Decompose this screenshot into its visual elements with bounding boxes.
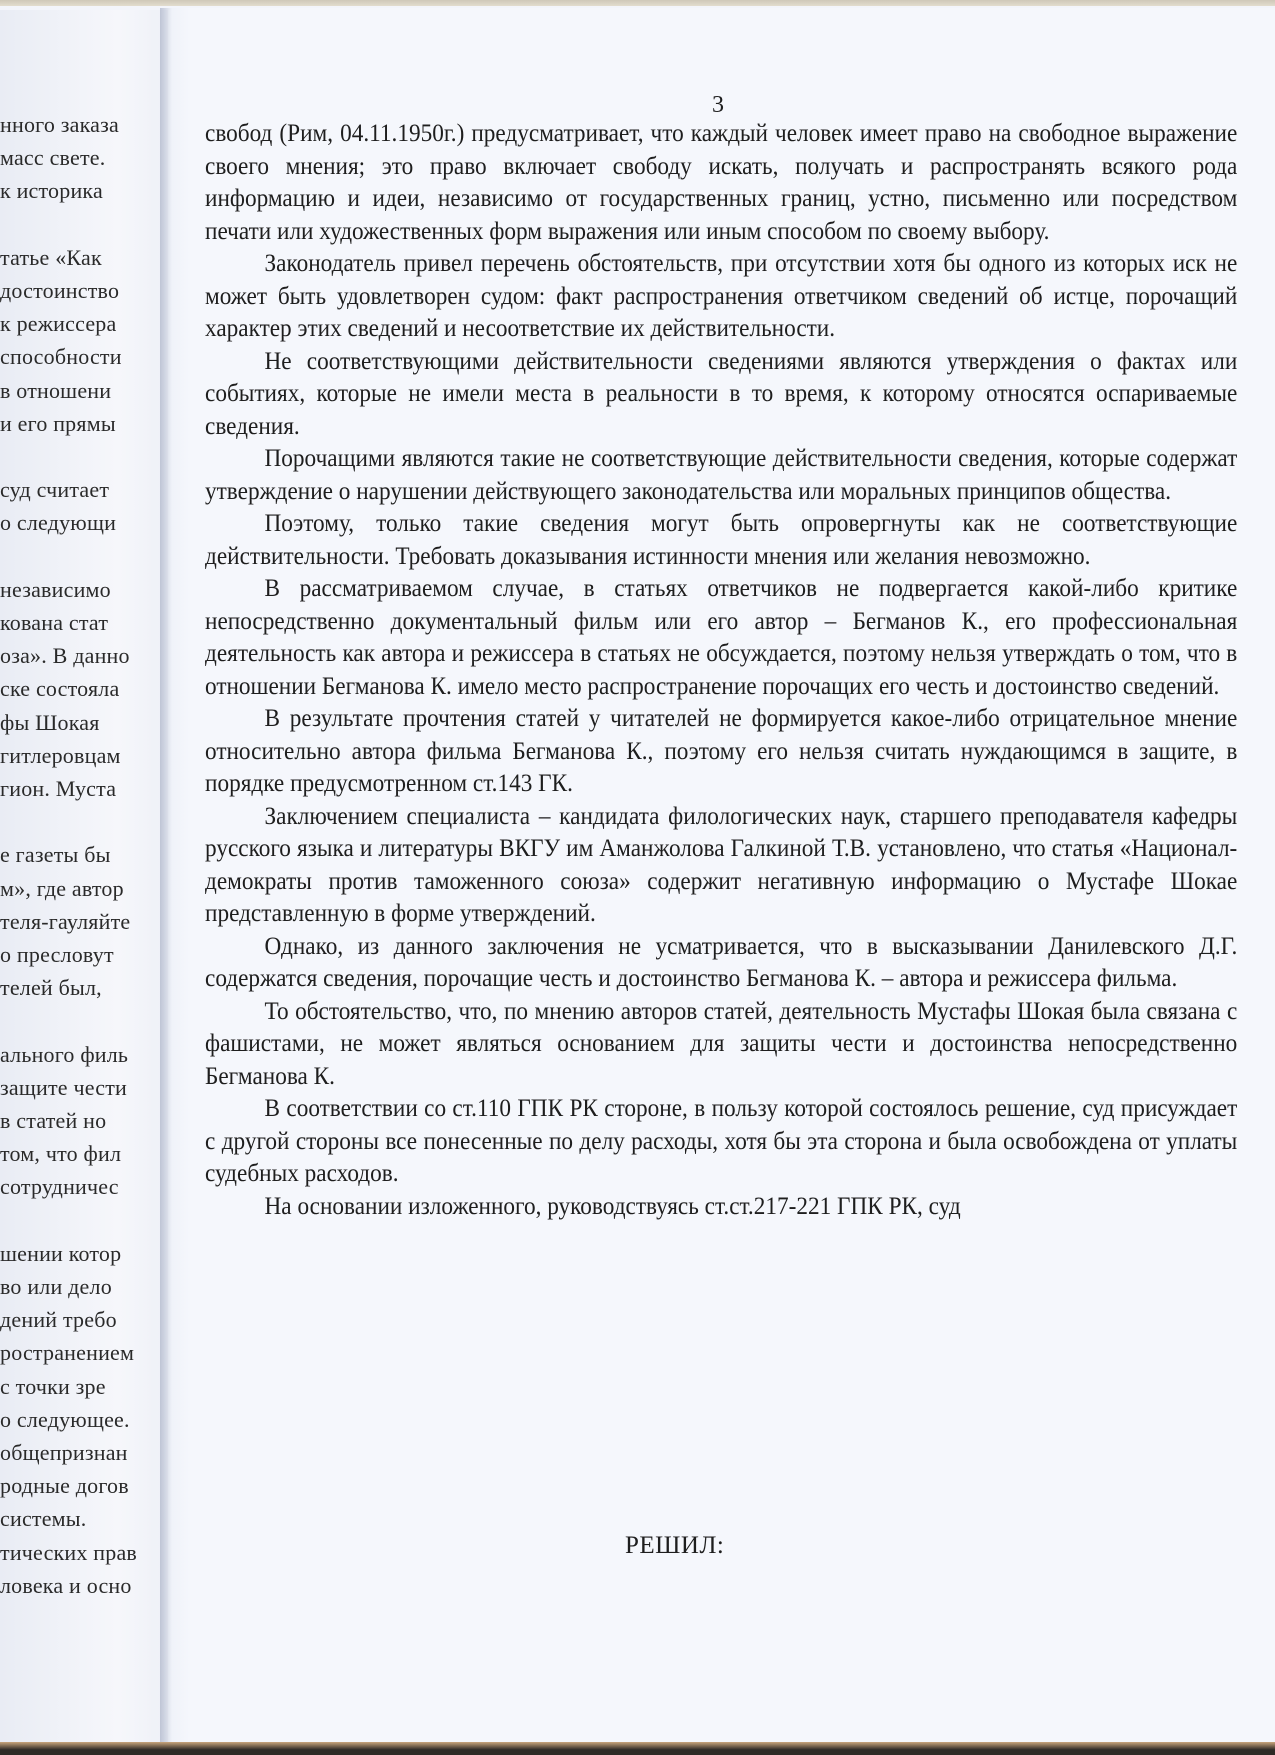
underlying-page-line: с точки зре: [0, 1373, 106, 1399]
underlying-page-line: в отношени: [0, 377, 112, 403]
underlying-page-line: ловека и осно: [0, 1572, 132, 1598]
underlying-page-line: ального филь: [0, 1041, 129, 1067]
underlying-page-line: родные догов: [0, 1473, 129, 1499]
underlying-page-line: о пресловут: [0, 942, 114, 967]
underlying-page-line: к режиссера: [0, 311, 117, 337]
underlying-page-line: теля-гауляйте: [0, 908, 131, 934]
underlying-page-line: оза». В данно: [0, 643, 130, 669]
underlying-page-line: о следующее.: [0, 1406, 130, 1432]
underlying-page-line: телей был,: [0, 975, 102, 1001]
underlying-page-line: м», где автор: [0, 875, 124, 901]
paragraph: Поэтому, только такие сведения могут быть опровергнуты как не соответствующие действительности. Требовать доказывания истинности мнения или желания невозможно.: [205, 510, 1238, 570]
paragraph: То обстоятельство, что, по мнению авторов статей, деятельность Мустафы Шокая была связана с фашистами, не может являться основанием для защиты чести и достоинства непосредственно Бегманова К.: [205, 997, 1238, 1090]
underlying-page-line: тических прав: [0, 1539, 138, 1565]
underlying-page-line: ространением: [0, 1340, 135, 1366]
underlying-page-line: е газеты бы: [0, 842, 111, 868]
underlying-page-line: сотрудничес: [0, 1174, 119, 1200]
paragraph: В результате прочтения статей у читателей не формируется какое-либо отрицательное мнение относительно автора фильма Бегманова К., поэтому его нельзя считать нуждающимся в защите, в порядке предусмотренном ст.143 ГК.: [205, 705, 1238, 797]
underlying-page-line: том, что фил: [0, 1141, 122, 1167]
underlying-page-line: независимо: [0, 576, 111, 602]
paragraph: Однако, из данного заключения не усматривается, что в высказывании Данилевского Д.Г. содержатся сведения, порочащие честь и достоинство Бегманова К. – автора и режиссера фильма.: [205, 932, 1238, 992]
page-number: 3: [712, 92, 724, 118]
scan-bottom-edge: [0, 1742, 1275, 1755]
paragraph: Заключением специалиста – кандидата филологических наук, старшего преподавателя кафедры русского языка и литературы ВКГУ им Аманжолова Галкиной Т.В. установлено, что статья «Национал-демократы против таможенного союза» содержит негативную информацию о Мустафе Шокае представленную в форме утверждений.: [205, 802, 1238, 927]
underlying-page-line: фы Шокая: [0, 709, 100, 735]
underlying-page-line: к историка: [0, 178, 103, 204]
underlying-page-line: шении котор: [0, 1240, 122, 1266]
underlying-page-line: гитлеровцам: [0, 742, 121, 768]
underlying-page-line: масс свете.: [0, 145, 106, 171]
paragraph: Не соответствующими действительности сведениями являются утверждения о фактах или событиях, которые не имели места в реальности в то время, к которому относятся оспариваемые сведения.: [205, 347, 1238, 440]
underlying-page-line: гион. Муста: [0, 776, 117, 801]
decision-heading: РЕШИЛ:: [625, 1532, 725, 1559]
underlying-page-line: во или дело: [0, 1274, 112, 1299]
underlying-page-line: суд считает: [0, 477, 110, 503]
underlying-page-line: и его прямы: [0, 410, 116, 436]
underlying-page-line: достоинство: [0, 278, 120, 303]
paragraph: свобод (Рим, 04.11.1950г.) предусматривает, что каждый человек имеет право на свободное выражение своего мнения; это право включает свободу искать, получать и распространять всякого рода информацию и идеи, независимо от государственных границ, устно, письменно или посредством печати или художественных форм выражения или иным способом по своему выбору.: [205, 120, 1238, 245]
paragraph: На основании изложенного, руководствуясь ст.ст.217-221 ГПК РК, суд: [264, 1192, 961, 1220]
page-fold-shadow: [160, 8, 190, 1742]
underlying-page-line: дений требо: [0, 1307, 117, 1333]
underlying-page-line: защите чести: [0, 1074, 127, 1100]
underlying-page: [0, 10, 168, 1742]
underlying-page-line: о следующи: [0, 510, 117, 536]
document-body: [205, 118, 1237, 1223]
underlying-page-line: в статей но: [0, 1108, 107, 1133]
underlying-page-line: системы.: [0, 1506, 87, 1532]
paragraph: В соответствии со ст.110 ГПК РК стороне, в пользу которой состоялось решение, суд присуждает с другой стороны все понесенные по делу расходы, хотя бы эта сторона и была освобождена от уплаты судебных расходов.: [205, 1095, 1238, 1187]
paragraph: Законодатель привел перечень обстоятельств, при отсутствии хотя бы одного из которых иск не может быть удовлетворен судом: факт распространения ответчиком сведений об истце, порочащий характер этих сведений и несоответствие их действительности.: [205, 250, 1238, 342]
underlying-page-line: нного заказа: [0, 112, 119, 137]
paragraph: В рассматриваемом случае, в статьях ответчиков не подвергается какой-либо критике непосредственно документальный фильм или его автор – Бегманов К., его профессиональная деятельность как автора и режиссера в статьях не обсуждается, поэтому нельзя утверждать о том, что в отношении Бегманова К. имело место распространение порочащих его честь и достоинство сведений.: [205, 575, 1238, 700]
underlying-page-line: способности: [0, 344, 122, 370]
underlying-page-line: кована стат: [0, 610, 109, 635]
underlying-page-line: общепризнан: [0, 1440, 128, 1465]
underlying-page-line: татье «Как: [0, 244, 102, 270]
paragraph: Порочащими являются такие не соответствующие действительности сведения, которые содержат утверждение о нарушении действующего законодательства или моральных принципов общества.: [205, 445, 1238, 505]
underlying-page-line: ске состояла: [0, 676, 120, 702]
